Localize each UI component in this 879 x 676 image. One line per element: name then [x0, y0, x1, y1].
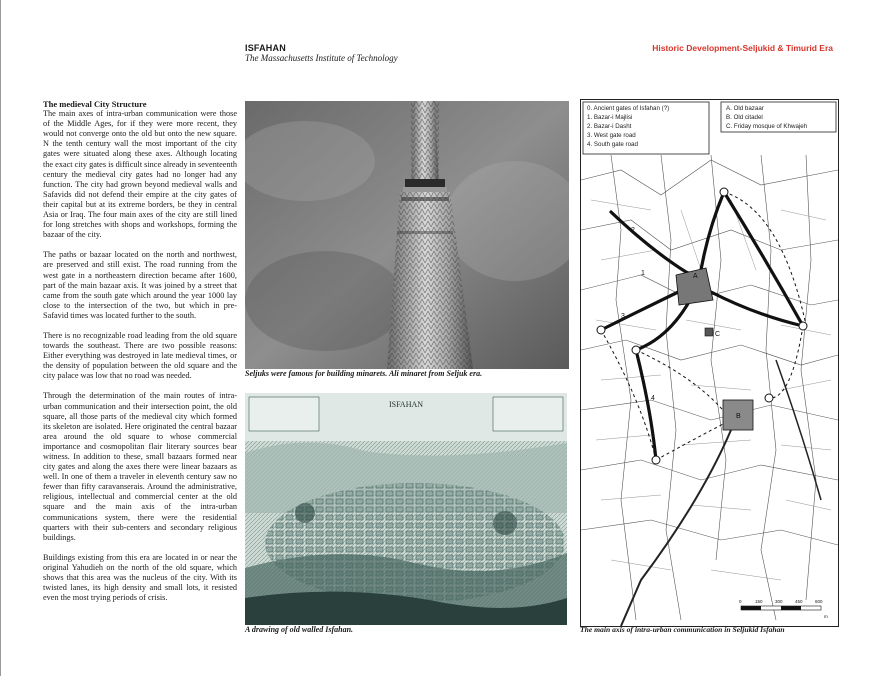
article-paragraph: There is no recognizable road leading from the old square towards the southeast. There are two possible reasons: Either everything was destroyed in late medieval times, or the density of population between the old square and the city palace was low that no road was needed.: [43, 330, 237, 381]
map-label: 3: [621, 313, 625, 320]
scale-label: 450: [795, 599, 803, 604]
minaret-caption: Seljuks were famous for building minarets. Ali minaret from Seljuk era.: [245, 369, 483, 378]
map-label: B: [736, 413, 741, 420]
legend-item: C. Friday mosque of Khwajeh: [726, 123, 808, 130]
engraving-title: ISFAHAN: [388, 400, 424, 409]
article-text: [43, 99, 237, 613]
legend-item: A. Old bazaar: [726, 105, 764, 112]
legend-item: 3. West gate road: [587, 132, 636, 139]
legend-item: B. Old citadel: [726, 114, 763, 121]
map-label: 2: [631, 227, 635, 234]
engraving-image: [245, 393, 567, 625]
map-label: C: [715, 331, 721, 338]
legend-item: 0. Ancient gates of Isfahan (?): [587, 105, 670, 112]
article-paragraph: Buildings existing from this era are located in or near the original Yahudieh on the north of the old square, which shows that this area was the nucleus of the city. With its twisted lanes, its high density and small lots, it resisted even the most trying periods of crisis.: [43, 552, 237, 603]
article-paragraph: The paths or bazaar located on the north and northwest, are preserved and still exist. The road running from the west gate in a northeastern direction became after 1600, part of the main bazaar axis. It was joined by a street that came from the south gate which around the year 1000 lay close to the intersection of the two, but which in pre-Safavid times was located further to the south.: [43, 250, 237, 320]
legend-item: 1. Bazar-i Majlisi: [587, 114, 633, 121]
scale-label: 0: [739, 599, 742, 604]
scale-label: 600: [815, 599, 823, 604]
legend-item: 4. South gate road: [587, 141, 638, 148]
article-heading: The medieval City Structure: [43, 99, 147, 109]
map-label: 1: [641, 270, 645, 277]
article-paragraph: The main axes of intra-urban communication were those of the Middle Ages, for if they were more recent, they would not converge onto the old but onto the new square. N the tenth century wall the most important of the city gates were situated along these axes. Although locating the exact city gates is difficult since already in seventeenth century the medieval city gates had no longer had any function. The city had grown beyond medieval walls and Safavids did not defend their empire at the city gates of their capital but at its extreme borders, be they in central Asia or Iraq. The four main axes of the city are still lined for long stretches with shops and workshops, forming the bazaar of the city.: [43, 109, 237, 240]
scale-label: 150: [755, 599, 763, 604]
map-label: 4: [651, 395, 655, 402]
map-caption: The main axis of intra-urban communication in Seljukid Isfahan: [580, 625, 785, 634]
city-axes-map: [580, 99, 839, 627]
scale-label: 300: [775, 599, 783, 604]
minaret-photo: [245, 101, 569, 369]
scale-unit: m: [824, 614, 828, 619]
engraving-caption: A drawing of old walled Isfahan.: [245, 625, 354, 634]
article-paragraph: Through the determination of the main routes of intra-urban communication and their intersection point, the old square, all those parts of the medieval city which formed its skeleton are isolated. Here originated the central bazaar area around the old square to whose commercial importance and cosmopolitan flair literary sources bear witness. In addition to these, small bazaars formed near city gates and along the axes there were linear bazaars as well. In one of them a traveler in eleventh century saw no fewer than fifty caravanserais. Around the administrative, religious, intellectual and commercial center at the old square and the main axis of the intra-urban communications system, there were the residential quarters with their sub-centers and secondary religious buildings.: [43, 391, 237, 542]
map-label: A: [693, 273, 698, 280]
page-edge-rule: [0, 0, 1, 676]
header-institution: The Massachusetts Institute of Technology: [245, 53, 398, 63]
header-title: ISFAHAN: [245, 43, 286, 53]
section-title: Historic Development-Seljukid & Timurid Era: [652, 43, 833, 53]
legend-item: 2. Bazar-i Dasht: [587, 123, 632, 130]
